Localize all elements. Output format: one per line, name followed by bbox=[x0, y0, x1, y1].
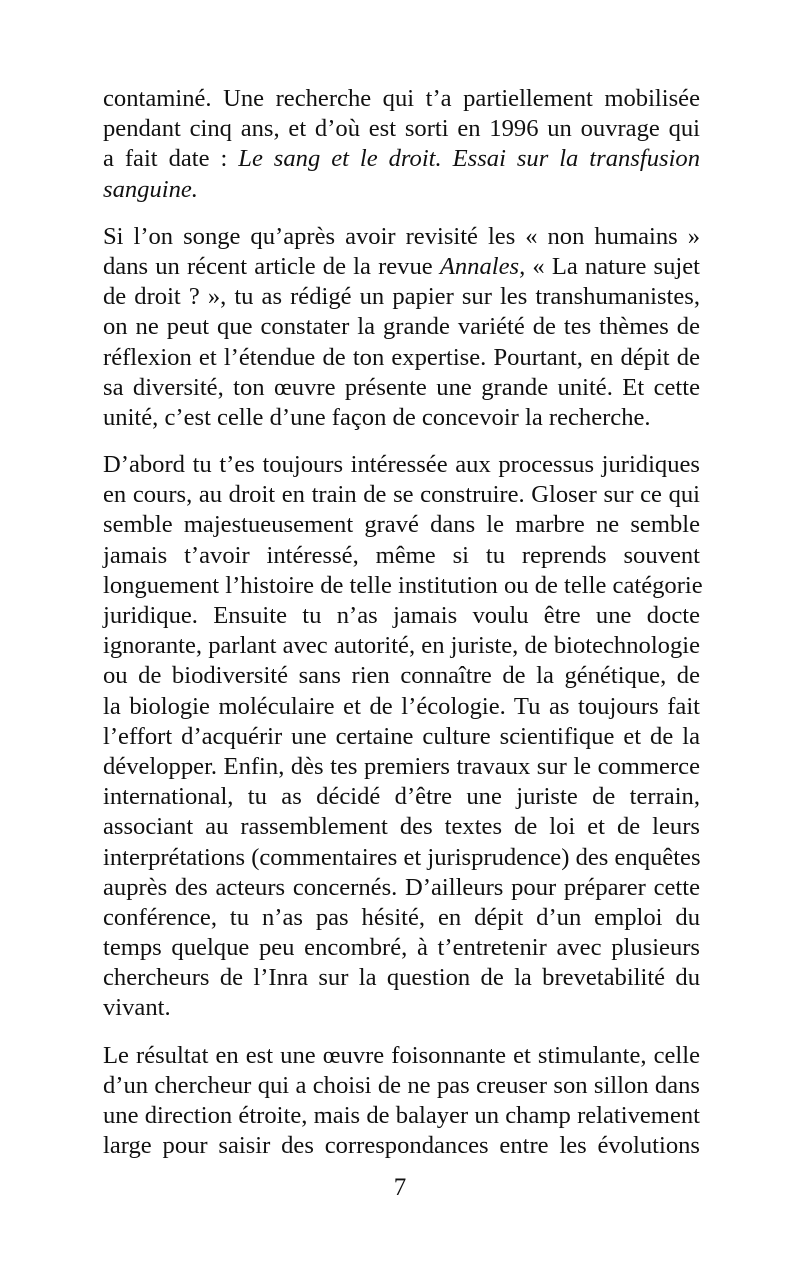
text-line bbox=[103, 541, 700, 571]
text-line bbox=[103, 571, 703, 601]
text-line bbox=[103, 873, 700, 903]
text-line bbox=[103, 631, 700, 661]
text-run: « La nature sujet bbox=[525, 252, 700, 280]
text-line bbox=[103, 601, 700, 631]
text-run: conférence, tu n’as pas hésité, en dépit d’un emploi du bbox=[103, 903, 700, 931]
text-line bbox=[103, 282, 700, 312]
text-run: développer. Enfin, dès tes premiers travaux sur le commerce bbox=[103, 752, 700, 780]
text-line bbox=[103, 1041, 700, 1071]
text-line bbox=[103, 175, 700, 205]
text-run: l’effort d’acquérir une certaine culture scientifique et de la bbox=[103, 722, 700, 750]
paragraph bbox=[103, 1041, 700, 1162]
text-run: sa diversité, ton œuvre présente une grande unité. Et cette bbox=[103, 373, 700, 401]
text-line bbox=[103, 692, 700, 722]
text-line bbox=[103, 373, 700, 403]
text-line bbox=[103, 722, 700, 752]
text-run: réflexion et l’étendue de ton expertise. Pourtant, en dépit de bbox=[103, 343, 700, 371]
text-run: en cours, au droit en train de se construire. Gloser sur ce qui bbox=[103, 481, 700, 509]
text-line bbox=[103, 510, 700, 540]
text-line bbox=[103, 661, 700, 691]
text-line bbox=[103, 114, 700, 144]
text-run: Le résultat en est une œuvre foisonnante et stimulante, celle bbox=[103, 1041, 700, 1069]
text-run: auprès des acteurs concernés. D’ailleurs pour préparer cette bbox=[103, 873, 700, 901]
text-line bbox=[103, 903, 700, 933]
text-run: interprétations (commentaires et jurisprudence) des enquêtes bbox=[103, 843, 701, 871]
text-run: semble majestueusement gravé dans le marbre ne semble bbox=[103, 511, 700, 539]
text-line bbox=[103, 343, 700, 373]
italic-title: Le sang et le droit. Essai sur la transfusion bbox=[238, 145, 700, 173]
text-line bbox=[103, 450, 700, 480]
text-run: chercheurs de l’Inra sur la question de la brevetabilité du bbox=[103, 964, 700, 992]
body-text bbox=[103, 84, 703, 1178]
text-run: ignorante, parlant avec autorité, en juriste, de biotechnologie bbox=[103, 632, 700, 660]
text-line bbox=[103, 1131, 700, 1161]
paragraph bbox=[103, 450, 703, 1024]
text-line bbox=[103, 144, 700, 174]
paragraph bbox=[103, 84, 700, 205]
text-run: contaminé. Une recherche qui t’a partiellement mobilisée bbox=[103, 85, 700, 112]
page-number: 7 bbox=[393, 1174, 407, 1201]
text-run: dans un récent article de la revue bbox=[103, 252, 440, 280]
text-run: a fait date : bbox=[103, 145, 239, 173]
text-line bbox=[103, 843, 700, 873]
text-run: ou de biodiversité sans rien connaître de la génétique, de bbox=[103, 662, 700, 690]
text-run: vivant. bbox=[103, 994, 171, 1022]
text-line bbox=[103, 993, 700, 1023]
text-line bbox=[103, 812, 700, 842]
text-run: international, tu as décidé d’être une juriste de terrain, bbox=[103, 783, 700, 811]
text-run: d’un chercheur qui a choisi de ne pas creuser son sillon dans bbox=[103, 1071, 700, 1099]
text-run: unité, c’est celle d’une façon de concevoir la recherche. bbox=[103, 403, 651, 431]
text-line bbox=[103, 1071, 700, 1101]
italic-title: Annales, bbox=[439, 252, 526, 280]
text-line bbox=[103, 933, 700, 963]
text-line bbox=[103, 752, 700, 782]
text-run: large pour saisir des correspondances entre les évolutions bbox=[103, 1132, 700, 1160]
text-line bbox=[103, 222, 700, 252]
italic-title: sanguine. bbox=[103, 175, 198, 203]
text-run: la biologie moléculaire et de l’écologie. Tu as toujours fait bbox=[103, 692, 700, 720]
text-run: Si l’on songe qu’après avoir revisité les « non humains » bbox=[103, 222, 700, 250]
text-run: temps quelque peu encombré, à t’entretenir avec plusieurs bbox=[103, 934, 700, 962]
text-run: longuement l’histoire de telle institution ou de telle catégorie bbox=[103, 571, 703, 599]
text-line bbox=[103, 782, 700, 812]
text-run: on ne peut que constater la grande variété de tes thèmes de bbox=[103, 313, 700, 341]
text-run: de droit ? », tu as rédigé un papier sur les transhumanistes, bbox=[103, 283, 700, 311]
text-run: D’abord tu t’es toujours intéressée aux processus juridiques bbox=[103, 451, 700, 479]
text-run: associant au rassemblement des textes de loi et de leurs bbox=[103, 813, 700, 841]
text-line bbox=[103, 312, 700, 342]
text-run: jamais t’avoir intéressé, même si tu reprends souvent bbox=[103, 541, 700, 569]
text-line bbox=[103, 84, 700, 114]
text-line bbox=[103, 963, 700, 993]
text-line bbox=[103, 252, 700, 282]
paragraph bbox=[103, 222, 700, 433]
text-run: une direction étroite, mais de balayer un champ relativement bbox=[103, 1102, 700, 1129]
text-run: pendant cinq ans, et d’où est sorti en 1996 un ouvrage qui bbox=[103, 115, 700, 143]
text-line bbox=[103, 480, 700, 510]
text-line bbox=[103, 1101, 700, 1131]
text-line bbox=[103, 403, 700, 433]
text-run: juridique. Ensuite tu n’as jamais voulu être une docte bbox=[103, 602, 700, 629]
